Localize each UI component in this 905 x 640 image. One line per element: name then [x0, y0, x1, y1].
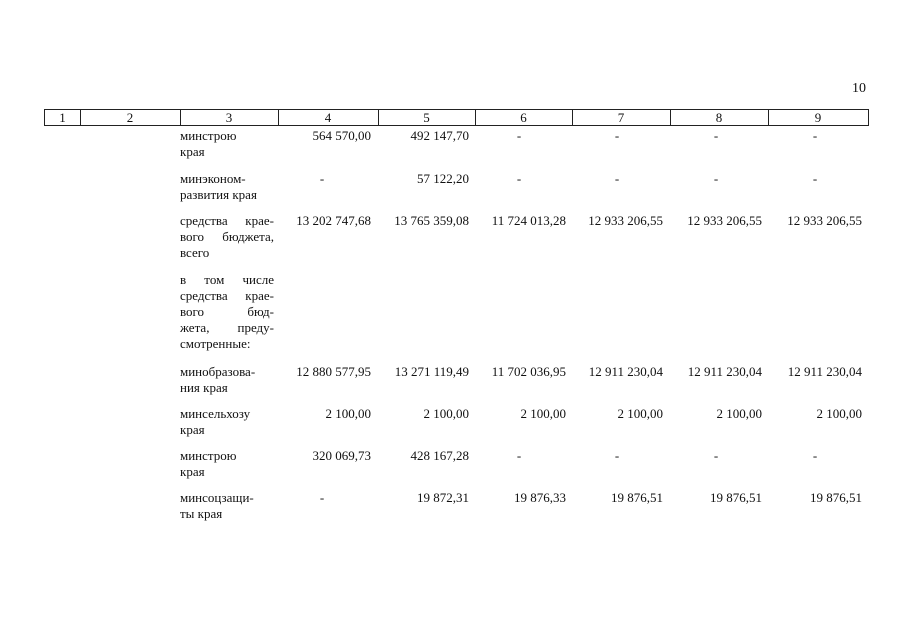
value-cell: -	[614, 128, 620, 143]
value-cell: 2 100,00	[816, 406, 862, 421]
row-label-line: края	[180, 464, 205, 479]
value-cell: 12 911 230,04	[588, 364, 663, 379]
column-header-6: 6	[520, 110, 527, 125]
row-label	[180, 128, 274, 160]
row-label-line: ты края	[180, 506, 223, 521]
value-cell: 12 933 206,55	[687, 213, 762, 228]
value-cell: -	[713, 128, 719, 143]
value-cell: 11 724 013,28	[491, 213, 566, 228]
value-cell: 11 702 036,95	[491, 364, 566, 379]
value-cell: 13 202 747,68	[296, 213, 371, 228]
value-cell: 492 147,70	[410, 128, 469, 143]
row-label	[180, 406, 274, 438]
row-label-line: всего	[180, 245, 210, 260]
row-label-line: края	[180, 144, 205, 159]
value-cell: -	[713, 171, 719, 186]
column-header-8: 8	[715, 110, 723, 125]
value-cell: 564 570,00	[312, 128, 371, 143]
column-header-9: 9	[814, 110, 822, 125]
value-cell: 13 765 359,08	[394, 213, 469, 228]
value-cell: 19 872,31	[417, 490, 469, 505]
column-header-row	[44, 109, 869, 126]
value-cell: 13 271 119,49	[394, 364, 469, 379]
value-cell: 12 933 206,55	[787, 213, 862, 228]
value-cell: 2 100,00	[716, 406, 762, 421]
row-label-line: смотренные:	[180, 336, 251, 351]
row-label-line: средства крае-	[180, 213, 274, 228]
value-cell: 12 911 230,04	[687, 364, 762, 379]
value-cell: -	[319, 171, 325, 186]
value-cell: -	[812, 448, 818, 463]
value-cell: 2 100,00	[520, 406, 566, 421]
value-cell: 19 876,33	[514, 490, 566, 505]
value-cell: -	[516, 448, 522, 463]
column-header-2: 2	[126, 110, 134, 125]
row-label	[180, 364, 274, 396]
value-cell: -	[516, 128, 522, 143]
row-label-line: в том числе	[180, 272, 274, 287]
column-header-4: 4	[324, 110, 332, 125]
value-cell: 12 880 577,95	[296, 364, 371, 379]
value-cell: -	[812, 128, 818, 143]
value-cell: 19 876,51	[710, 490, 762, 505]
value-cell: 19 876,51	[611, 490, 663, 505]
value-cell: 320 069,73	[312, 448, 371, 463]
row-label-line: края	[180, 422, 205, 437]
row-label-line: минсоцзащи-	[180, 490, 254, 505]
row-label-line: жета, преду-	[180, 320, 274, 335]
value-cell: -	[614, 171, 620, 186]
value-cell: 428 167,28	[410, 448, 469, 463]
row-label-line: минстрою	[180, 128, 237, 143]
row-label-line: развития края	[180, 187, 257, 202]
value-cell: 57 122,20	[417, 171, 469, 186]
row-label	[180, 448, 274, 480]
row-label-line: минобразова-	[180, 364, 256, 379]
row-label	[180, 213, 274, 261]
row-label-line: минэконом-	[180, 171, 246, 186]
value-cell: 12 911 230,04	[787, 364, 862, 379]
page-number: 10	[852, 81, 866, 96]
row-label-line: средства крае-	[180, 288, 274, 303]
value-cell: -	[516, 171, 522, 186]
row-label-line: минсельхозу	[180, 406, 251, 421]
value-cell: 2 100,00	[325, 406, 371, 421]
value-cell: 19 876,51	[810, 490, 862, 505]
column-header-7: 7	[617, 110, 625, 125]
value-cell: -	[713, 448, 719, 463]
column-header-1: 1	[59, 110, 66, 125]
value-cell: 2 100,00	[617, 406, 663, 421]
value-cell: -	[614, 448, 620, 463]
row-label-line: минстрою	[180, 448, 237, 463]
row-label-line: ния края	[180, 380, 228, 395]
row-label-line: вого бюджета,	[180, 229, 274, 244]
column-header-5: 5	[423, 110, 430, 125]
value-cell: -	[812, 171, 818, 186]
row-label	[180, 171, 274, 203]
value-cell: 2 100,00	[423, 406, 469, 421]
row-label	[180, 272, 274, 352]
row-label	[180, 490, 274, 522]
column-header-3: 3	[225, 110, 233, 125]
row-label-line: вого бюд-	[180, 304, 274, 319]
value-cell: 12 933 206,55	[588, 213, 663, 228]
value-cell: -	[319, 490, 325, 505]
